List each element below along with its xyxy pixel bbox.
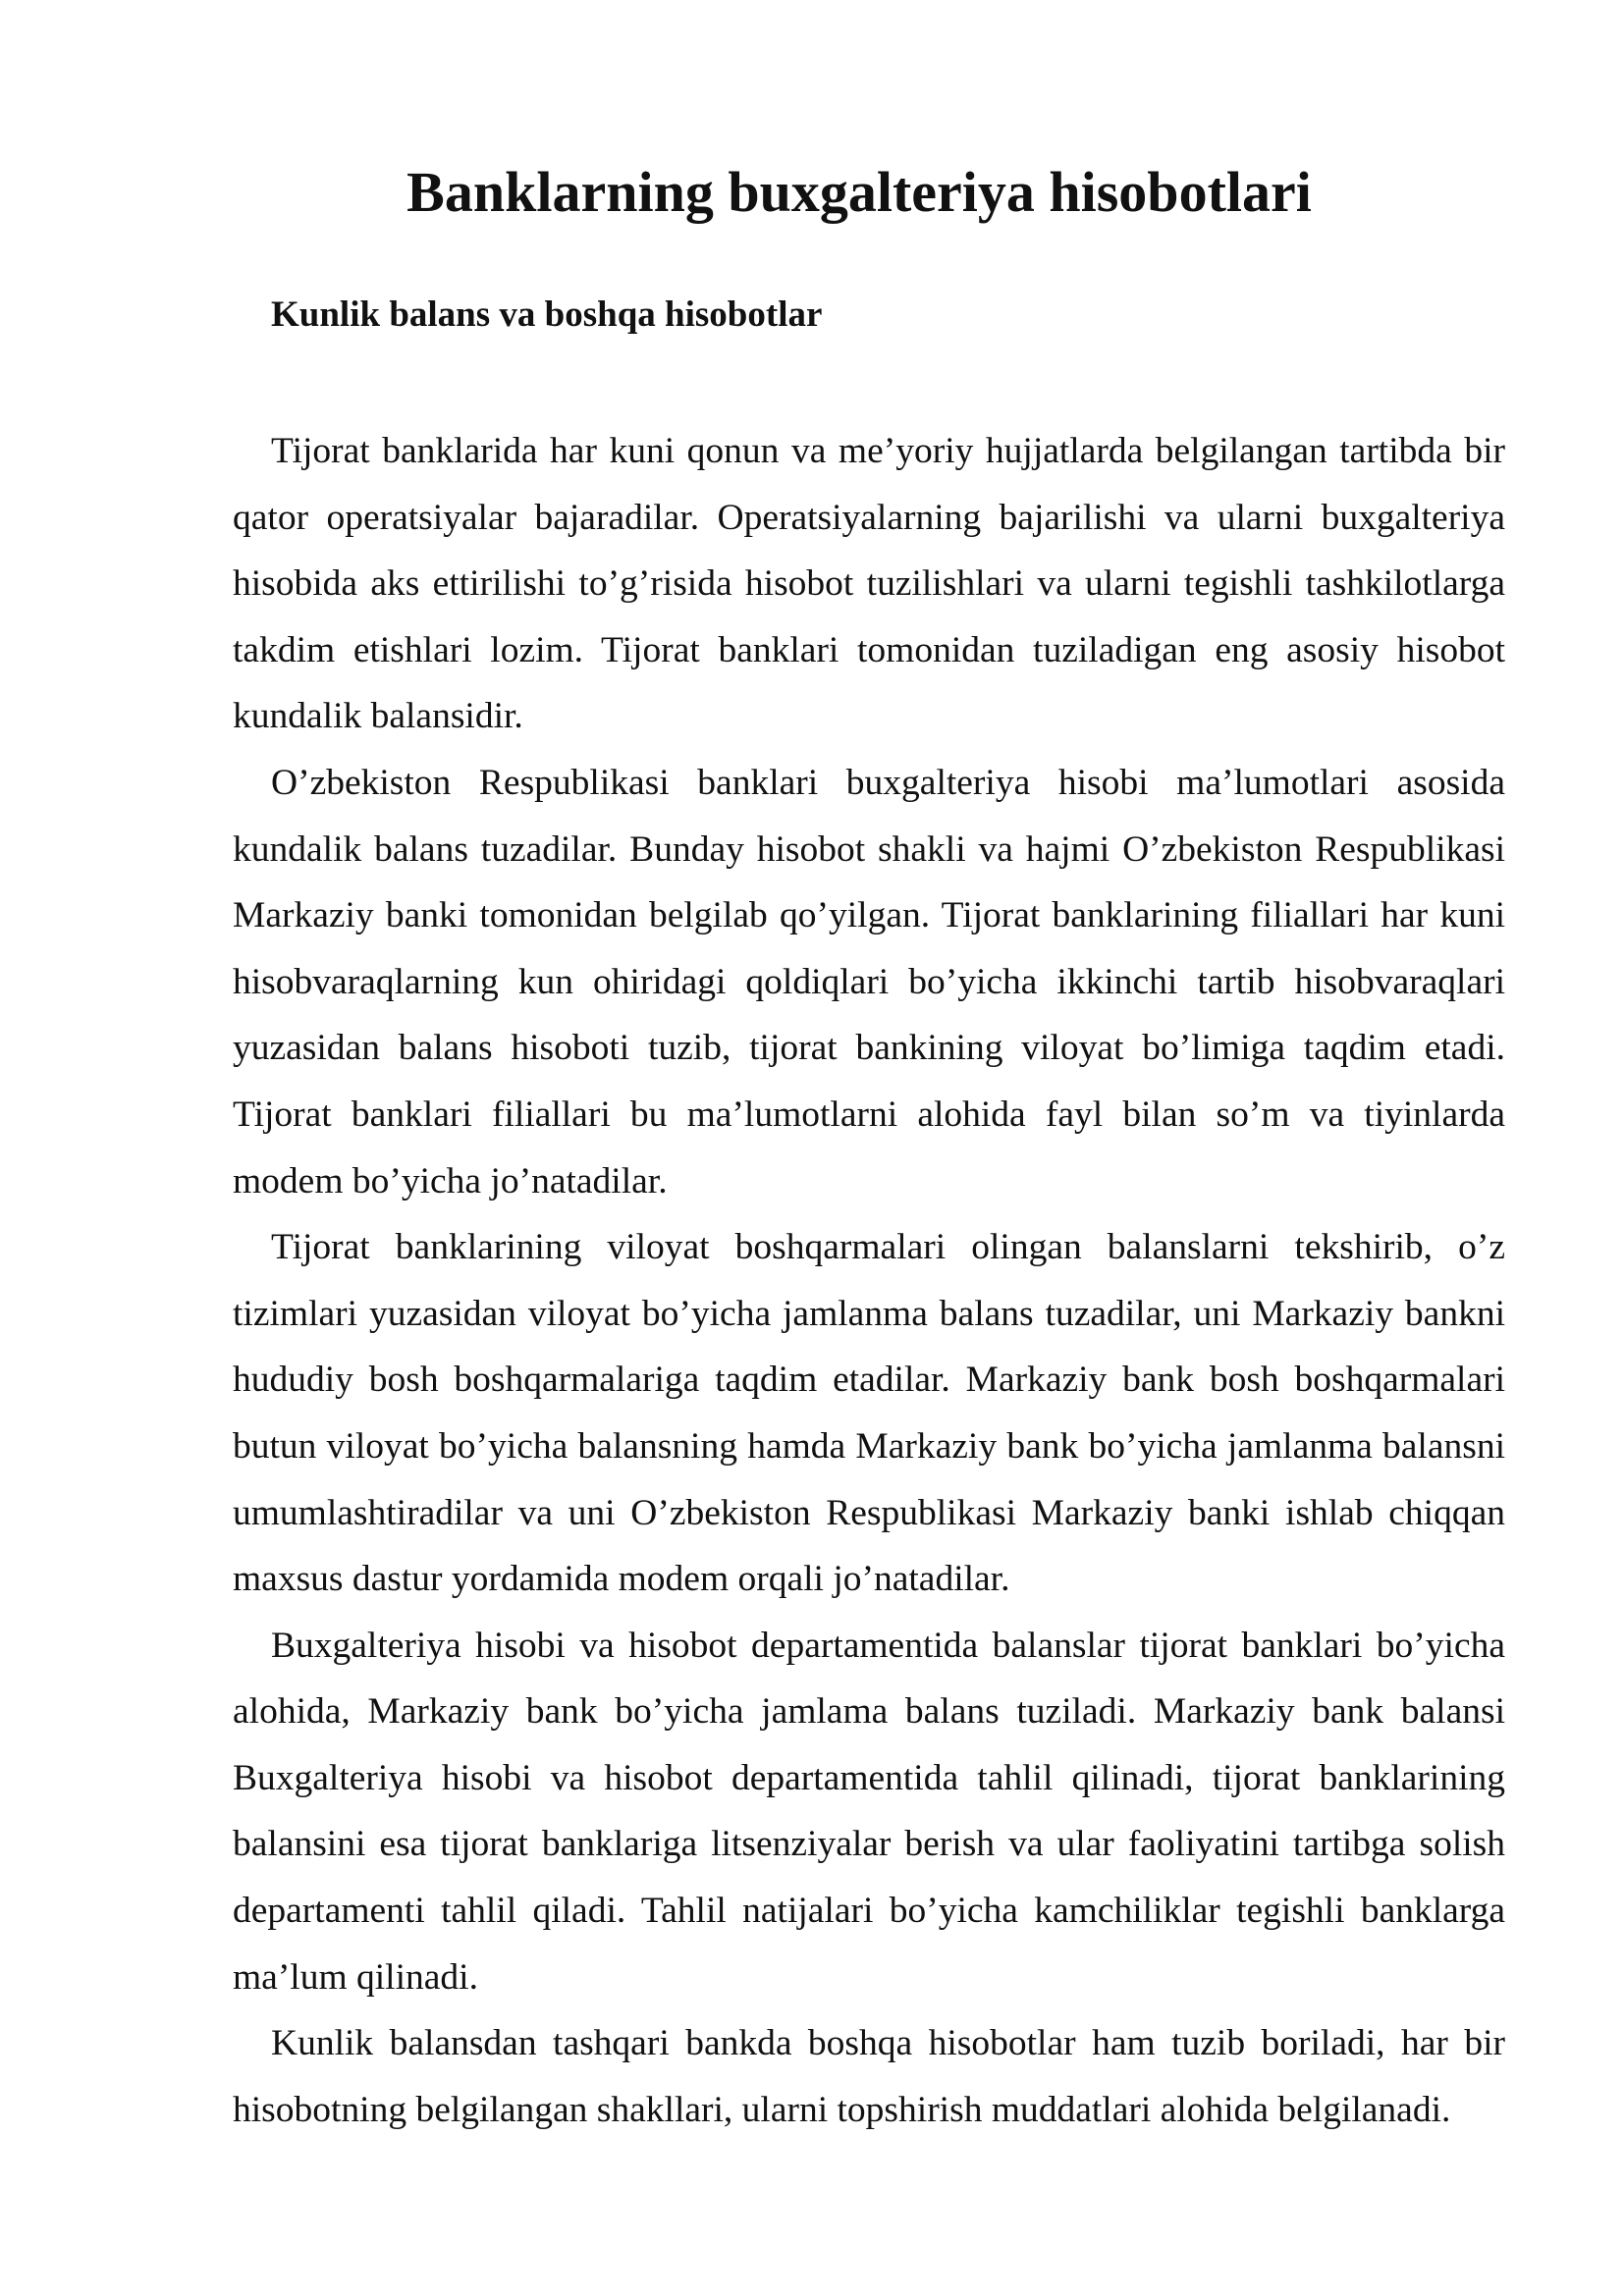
section-heading: Kunlik balans va boshqa hisobotlar (271, 294, 823, 335)
paragraph-1: Tijorat banklarida har kuni qonun va me’yoriy hujjatlarda belgilangan tartibda bir qator operatsiyalar bajaradilar. Operatsiyalarning bajarilishi va ularni buxgalteriya hisobida aks ettirilishi to’g’risida hisobot tuzilishlari va ularni tegishli tashkilotlarga takdim etishlari lozim. Tijorat banklari tomonidan tuziladigan eng asosiy hisobot kundalik balansidir. (233, 431, 1505, 737)
body-text (233, 418, 1505, 2143)
paragraph-5: Kunlik balansdan tashqari bankda boshqa hisobotlar ham tuzib boriladi, har bir hisobotning belgilangan shakllari, ularni topshirish muddatlari alohida belgilanadi. (233, 2023, 1505, 2130)
paragraph-2: O’zbekiston Respublikasi banklari buxgalteriya hisobi ma’lumotlari asosida kundalik balans tuzadilar. Bunday hisobot shakli va hajmi O’zbekiston Respublikasi Markaziy banki tomonidan belgilab qo’yilgan. Tijorat banklarining filiallari har kuni hisobvaraqlarning kun ohiridagi qoldiqlari bo’yicha ikkinchi tartib hisobvaraqlari yuzasidan balans hisoboti tuzib, tijorat bankining viloyat bo’limiga taqdim etadi. Tijorat banklari filiallari bu ma’lumotlarni alohida fayl bilan so’m va tiyinlarda modem bo’yicha jo’natadilar. (233, 762, 1505, 1201)
paragraph-3: Tijorat banklarining viloyat boshqarmalari olingan balanslarni tekshirib, o’z tizimlari yuzasidan viloyat bo’yicha jamlanma balans tuzadilar, uni Markaziy bankni hududiy bosh boshqarmalariga taqdim etadilar. Markaziy bank bosh boshqarmalari butun viloyat bo’yicha balansning hamda Markaziy bank bo’yicha jamlanma balansni umumlashtiradilar va uni O’zbekiston Respublikasi Markaziy banki ishlab chiqqan maxsus dastur yordamida modem orqali jo’natadilar. (233, 1227, 1505, 1600)
page-title: Banklarning buxgalteriya hisobotlari (406, 160, 1312, 224)
paragraph-4: Buxgalteriya hisobi va hisobot departamentida balanslar tijorat banklari bo’yicha alohida, Markaziy bank bo’yicha jamlama balans tuziladi. Markaziy bank balansi Buxgalteriya hisobi va hisobot departamentida tahlil qilinadi, tijorat banklarining balansini esa tijorat banklariga litsenziyalar berish va ular faoliyatini tartibga solish departamenti tahlil qiladi. Tahlil natijalari bo’yicha kamchiliklar tegishli banklarga ma’lum qilinadi. (233, 1625, 1505, 1998)
